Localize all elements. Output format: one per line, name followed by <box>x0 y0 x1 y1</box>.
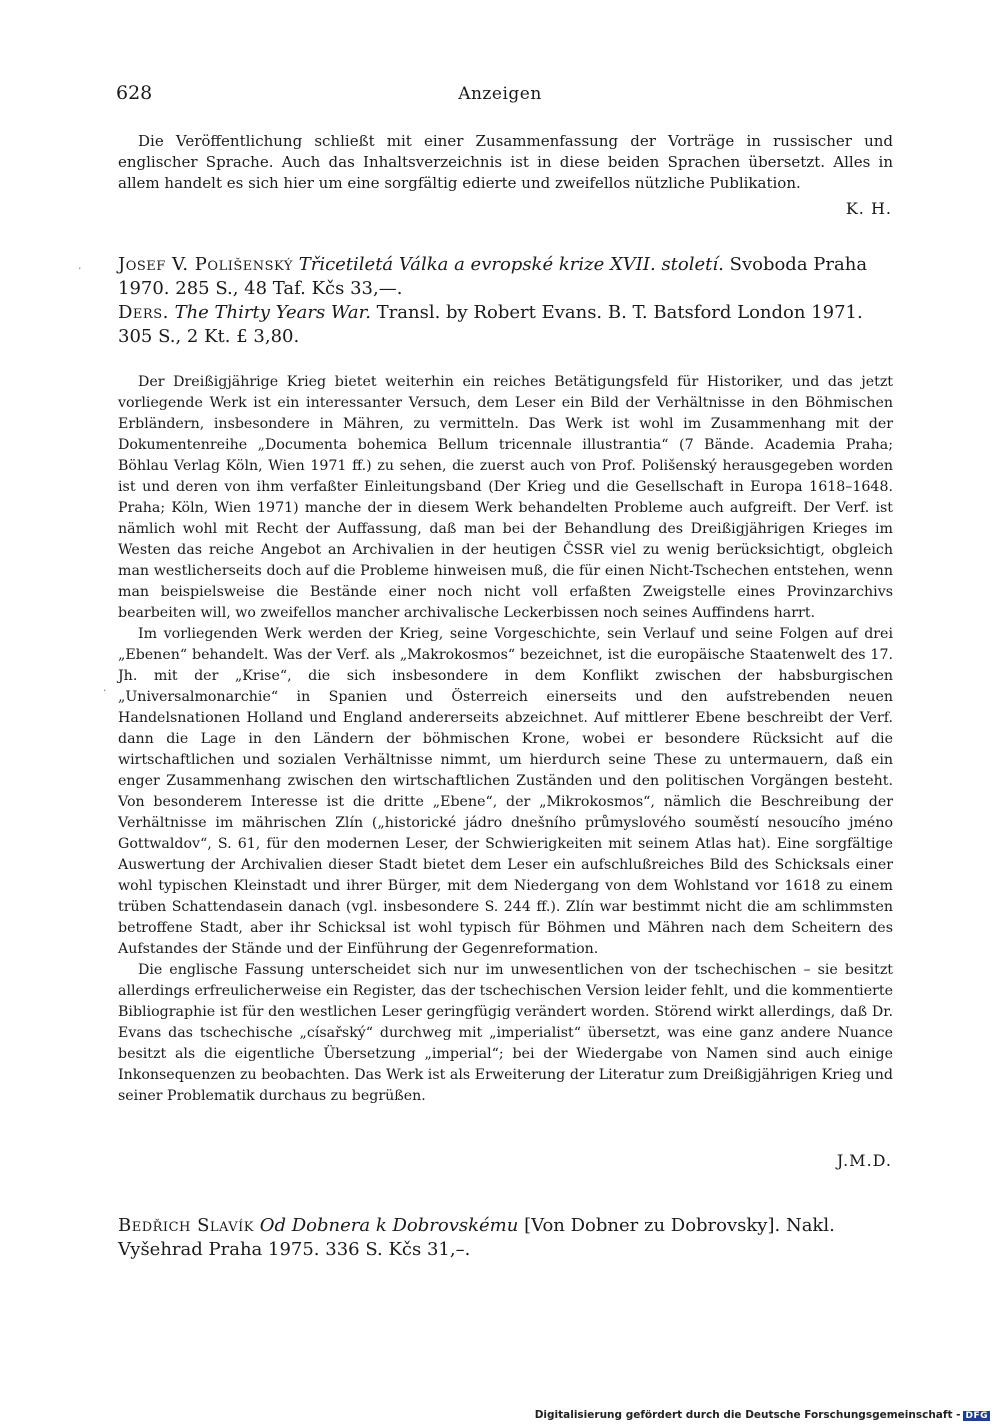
bib-publication-info: Svoboda Praha 1970. 285 S., 48 Taf. Kčs 33,—. <box>118 254 868 299</box>
dfg-logo: DFG <box>965 1411 988 1421</box>
review-signature: J.M.D. <box>836 1151 892 1170</box>
bib-publication-info: [Von Dobner zu Dobrovsky]. Nakl. Vyšehrad Praha 1975. 336 S. Kčs 31,–. <box>118 1215 835 1260</box>
margin-mark: · <box>78 262 82 275</box>
review-paragraph: Im vorliegenden Werk werden der Krieg, seine Vorgeschichte, sein Verlauf und seine Folgen auf drei „Ebenen“ behandelt. Was der Verf. als „Makrokosmos“ bezeichnet, ist die europäische Staatenwelt des 17. Jh. mit der „Krise“, die sich insbesondere in dem Konflikt zwischen der habsburgischen „Universalmonarchie“ in Spanien und Österreich einerseits und den aufstrebenden neuen Handelsnationen Holland und England andererseits abzeichnet. Auf mittlerer Ebene beschreibt der Verf. dann die Lage in den Ländern der böhmischen Krone, wobei er besondere Rücksicht auf die wirtschaftlichen und sozialen Verhältnisse nimmt, um hierdurch seine These zu untermauern, daß ein enger Zusammenhang zwischen den wirtschaftlichen Zuständen und den politischen Vorgängen besteht. Von besonderem Interesse ist die dritte „Ebene“, der „Mikrokosmos“, nämlich die Beschreibung der Verhältnisse im mährischen Zlín („historické jádro dnešního průmyslového souměstí nesoucího jméno Gottwaldov“, S. 61, für den modernen Leser, der Schwierigkeiten mit seinem Atlas hat). Eine sorgfältige Auswertung der Archivalien dieser Stadt bietet dem Leser ein aufschlußreiches Bild des Schicksals einer wohl typischen Kleinstadt und ihrer Bürger, mit dem Niedergang von dem Wohlstand vor 1618 zu einem trüben Schattendasein danach (vgl. insbesondere S. 244 ff.). Zlín war bestimmt nicht die am schlimmsten betroffene Stadt, aber ihr Schicksal ist wohl typisch für Böhmen und Mähren nach dem Scheitern des Aufstandes der Stände und der Einführung der Gegenreformation. <box>118 626 893 957</box>
bib-author: Ders. <box>118 302 169 323</box>
digitization-footer <box>535 1409 990 1421</box>
review-body <box>118 372 893 1107</box>
running-head: Anzeigen <box>458 84 542 104</box>
bib-title: Třicetiletá Válka a evropské krize XVII. století. <box>298 254 724 275</box>
page-number: 628 <box>116 82 153 104</box>
bibliographic-entry <box>118 1214 893 1262</box>
review-closing-paragraph: Die Veröffentlichung schließt mit einer Zusammenfassung der Vorträge in russischer und englischer Sprache. Auch das Inhaltsverzeichnis ist in diese beiden Sprachen übersetzt. Alles in allem handelt es sich hier um eine sorgfältig edierte und zweifellos nützliche Publikation. <box>118 132 893 192</box>
margin-mark: · <box>103 684 107 697</box>
bib-publication-info: Transl. by Robert Evans. B. T. Batsford London 1971. 305 S., 2 Kt. £ 3,80. <box>118 302 863 347</box>
bib-title: The Thirty Years War. <box>174 302 371 323</box>
review-signature: K. H. <box>845 199 892 218</box>
footer-note-text: Digitalisierung gefördert durch die Deutsche Forschungsgemeinschaft - <box>534 1409 961 1421</box>
review-paragraph: Die englische Fassung unterscheidet sich nur im unwesentlichen von der tschechischen – sie besitzt allerdings erfreulicherweise ein Register, das der tschechischen Version leider fehlt, und die kommentierte Bibliographie ist für den westlichen Leser geringfügig verändert worden. Störend wirkt allerdings, daß Dr. Evans das tschechische „císařský“ durchweg mit „imperialist“ übersetzt, was eine ganz andere Nuance besitzt als die eigentliche Übersetzung „imperial“; bei der Wiedergabe von Namen sind auch einige Inkonsequenzen zu beobachten. Das Werk ist als Erweiterung der Literatur zum Dreißigjährigen Krieg und seiner Problematik durchaus zu begrüßen. <box>118 962 893 1104</box>
bib-author: Bedřich Slavík <box>118 1215 255 1236</box>
review-paragraph: Der Dreißigjährige Krieg bietet weiterhin ein reiches Betätigungsfeld für Historiker, und das jetzt vorliegende Werk ist ein interessanter Versuch, dem Leser ein Bild der Verhältnisse in den Böhmischen Erbländern, insbesondere in Mähren, zu vermitteln. Das Werk ist wohl im Zusammenhang mit der Dokumentenreihe „Documenta bohemica Bellum tricennale illustrantia“ (7 Bände. Academia Praha; Böhlau Verlag Köln, Wien 1971 ff.) zu sehen, die zuerst auch von Prof. Polišenský herausgegeben worden ist und deren von ihm verfaßter Einleitungsband (Der Krieg und die Gesellschaft in Europa 1618–1648. Praha; Köln, Wien 1971) manche der in diesem Werk behandelten Probleme auch aufgreift. Der Verf. ist nämlich wohl mit Recht der Auffassung, daß man bei der Behandlung des Dreißigjährigen Krieges im Westen das reiche Angebot an Archivalien in der heutigen ČSSR viel zu wenig berücksichtigt, obgleich man westlicherseits doch auf die Probleme hinweisen muß, die für einen Nicht-Tschechen entstehen, wenn man beispielsweise die Bestände einer noch nicht voll erfaßten Zweigstelle eines Provinzarchivs bearbeiten will, wo zweifellos mancher archivalische Leckerbissen noch seines Auffindens harrt. <box>118 374 893 621</box>
bib-author: Josef V. Polišenský <box>118 254 293 275</box>
bib-title: Od Dobnera k Dobrovskému <box>259 1215 519 1236</box>
bibliographic-entry <box>118 253 893 349</box>
